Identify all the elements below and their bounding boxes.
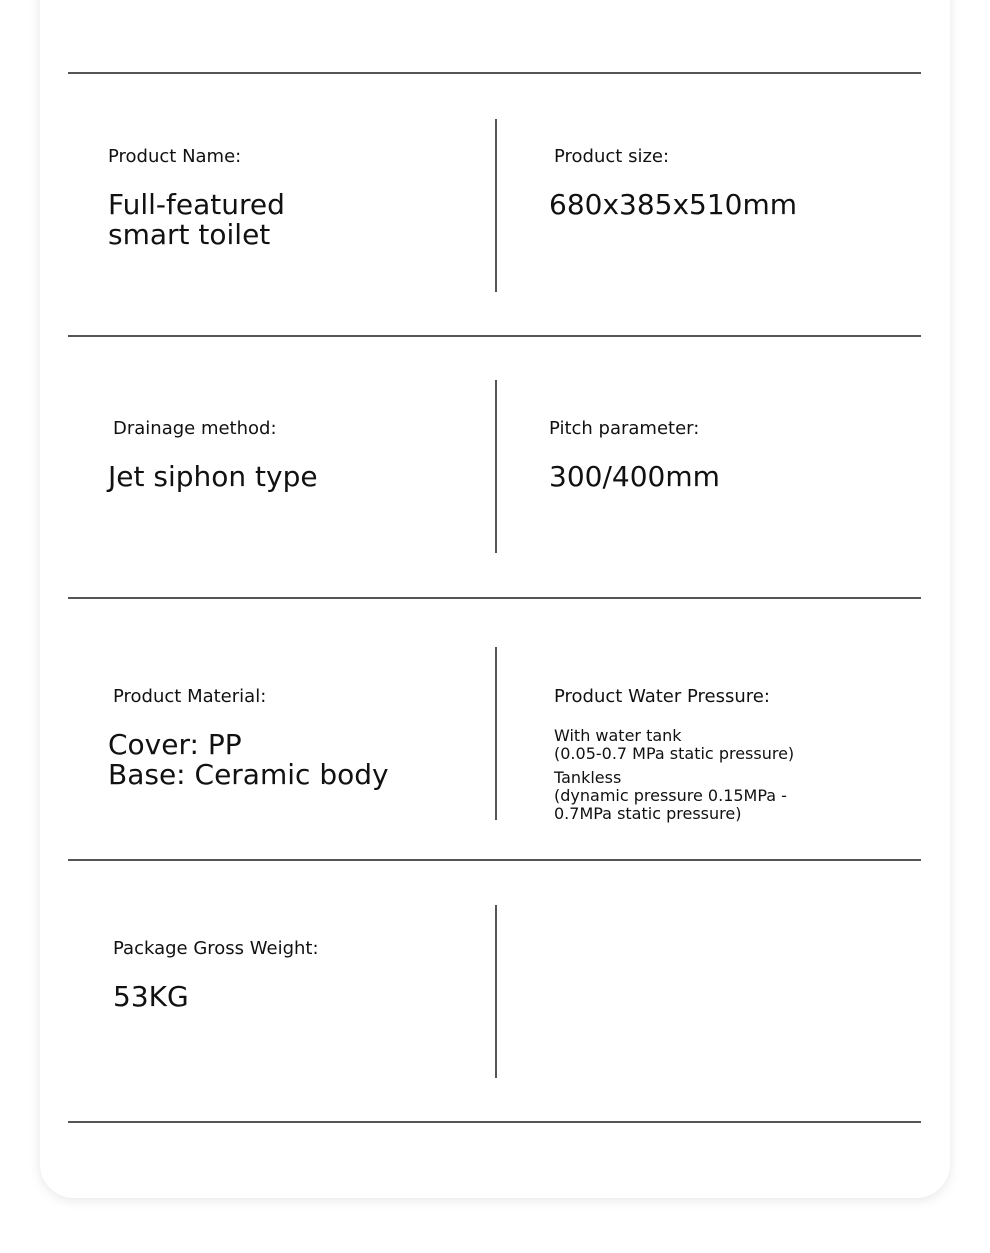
gross-weight-label: Package Gross Weight: — [113, 938, 319, 959]
product-name-label: Product Name: — [108, 146, 242, 167]
drainage-method-value: Jet siphon type — [108, 460, 318, 493]
product-name-line: Full-featured — [108, 188, 285, 221]
product-size-value: 680x385x510mm — [549, 188, 798, 221]
product-material-label: Product Material: — [113, 686, 267, 707]
product-material-line: Cover: PP — [108, 728, 242, 761]
product-name-line: smart toilet — [108, 218, 271, 251]
row-divider — [68, 72, 921, 74]
product-material-line: Base: Ceramic body — [108, 758, 389, 791]
row-divider — [68, 859, 921, 861]
product-name-value — [108, 190, 285, 250]
water-pressure-line: With water tank — [554, 726, 682, 745]
water-pressure-line: Tankless — [554, 768, 622, 787]
pitch-parameter-value: 300/400mm — [549, 460, 720, 493]
pitch-parameter-label: Pitch parameter: — [549, 418, 700, 439]
column-divider — [495, 119, 497, 292]
gross-weight-value: 53KG — [113, 980, 189, 1013]
drainage-method-label: Drainage method: — [113, 418, 277, 439]
water-pressure-line: 0.7MPa static pressure) — [554, 804, 742, 823]
water-pressure-line: (dynamic pressure 0.15MPa - — [554, 786, 787, 805]
product-size-label: Product size: — [554, 146, 670, 167]
water-pressure-label: Product Water Pressure: — [554, 686, 770, 707]
column-divider — [495, 647, 497, 820]
water-pressure-value — [554, 727, 794, 823]
row-divider — [68, 335, 921, 337]
row-divider — [68, 1121, 921, 1123]
column-divider — [495, 380, 497, 553]
product-material-value — [108, 730, 389, 790]
column-divider — [495, 905, 497, 1078]
row-divider — [68, 597, 921, 599]
water-pressure-line: (0.05-0.7 MPa static pressure) — [554, 744, 795, 763]
